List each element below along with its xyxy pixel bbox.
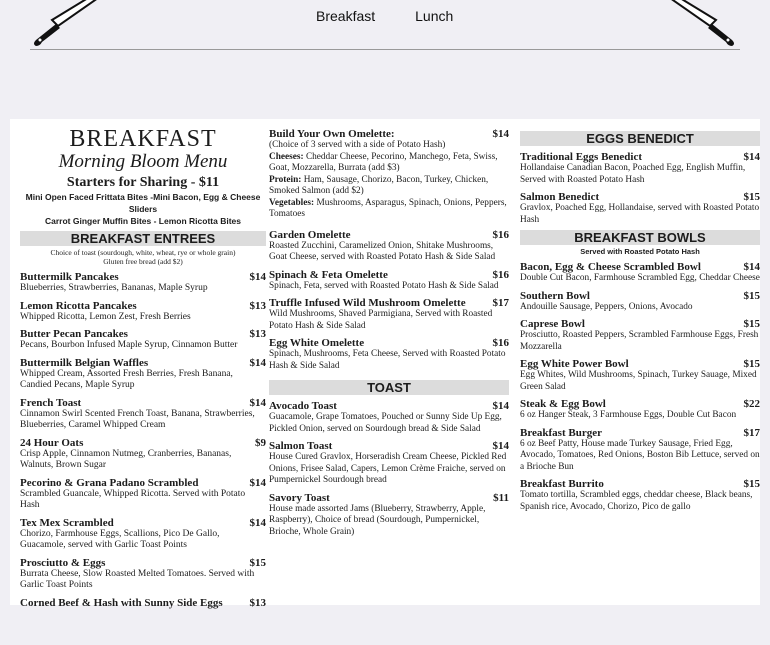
starters-line: Carrot Ginger Muffin Bites - Lemon Ricotta Bites xyxy=(45,216,241,226)
item-name: Southern Bowl xyxy=(520,289,590,302)
item-desc: Spinach, Mushrooms, Feta Cheese, Served with Roasted Potato Hash & Side Salad xyxy=(269,349,506,371)
item-price: $15 xyxy=(743,191,760,203)
menu-item xyxy=(269,440,509,487)
menu-item xyxy=(269,400,509,435)
item-desc: 6 oz Hanger Steak, 3 Farmhouse Eggs, Double Cut Bacon xyxy=(520,410,737,420)
menu-column-3 xyxy=(520,119,760,513)
item-name: Savory Toast xyxy=(269,491,330,504)
nav-lunch[interactable]: Lunch xyxy=(415,8,454,24)
menu-item xyxy=(520,398,760,422)
item-price: $14 xyxy=(249,356,266,369)
item-desc xyxy=(269,175,509,198)
item-name: Bacon, Egg & Cheese Scrambled Bowl xyxy=(520,261,701,273)
item-name: Pecorino & Grana Padano Scrambled xyxy=(20,476,199,489)
knife-icon xyxy=(28,0,108,48)
menu-column-1 xyxy=(20,119,266,609)
item-name: Spinach & Feta Omelette xyxy=(269,268,388,281)
item-name: Tex Mex Scrambled xyxy=(20,516,114,529)
menu-item xyxy=(269,269,509,293)
menu-item xyxy=(20,517,266,552)
item-price: $14 xyxy=(743,261,760,273)
item-price: $15 xyxy=(743,318,760,330)
item-price: $14 xyxy=(743,151,760,163)
item-name: Build Your Own Omelette: xyxy=(269,128,395,140)
option-values: Mushrooms, Asparagus, Spinach, Onions, Peppers, Tomatoes xyxy=(269,197,507,219)
item-price: $16 xyxy=(492,228,509,241)
item-desc: Guacamole, Grape Tomatoes, Pouched or Sunny Side Up Egg, Pickled Onion, served on Sourdough bread & Side Salad xyxy=(269,412,502,434)
item-price: $15 xyxy=(743,289,760,302)
item-price: $17 xyxy=(492,297,509,309)
menu-column-2 xyxy=(269,119,509,538)
item-price: $14 xyxy=(249,476,266,489)
item-name: Salmon Benedict xyxy=(520,191,600,203)
menu-item xyxy=(520,151,760,186)
item-name: Egg White Omelette xyxy=(269,337,365,349)
item-desc: Double Cut Bacon, Farmhouse Scrambled Egg, Cheddar Cheese xyxy=(520,273,760,283)
menu-item xyxy=(20,597,266,609)
item-desc: Blueberries, Strawberries, Bananas, Maple Syrup xyxy=(20,283,208,293)
item-desc: Tomato tortilla, Scrambled eggs, cheddar cheese, Black beans, Spanish rice, Avocado, Chorizo, Pico de gallo xyxy=(520,490,753,512)
menu-item xyxy=(520,358,760,393)
item-desc: Gravlox, Poached Egg, Hollandaise, served with Roasted Potato Hash xyxy=(520,203,760,225)
header-divider xyxy=(30,49,740,50)
item-price: $14 xyxy=(249,396,266,409)
menu-item xyxy=(269,128,509,221)
item-name: 24 Hour Oats xyxy=(20,436,84,449)
item-name: Garden Omelette xyxy=(269,228,351,241)
menu-item xyxy=(20,437,266,472)
item-price: $13 xyxy=(249,596,266,609)
menu-item xyxy=(520,261,760,285)
item-price: $14 xyxy=(249,516,266,529)
item-desc: Whipped Ricotta, Lemon Zest, Fresh Berries xyxy=(20,311,191,322)
item-price: $17 xyxy=(743,426,760,439)
item-price: $11 xyxy=(493,491,509,504)
item-price: $16 xyxy=(492,268,509,281)
menu-item xyxy=(520,478,760,513)
item-name: Buttermilk Pancakes xyxy=(20,271,119,283)
section-note: Choice of toast (sourdough, white, wheat, rye or whole grain) xyxy=(50,248,236,257)
option-values: Ham, Sausage, Chorizo, Bacon, Turkey, Chicken, Smoked Salmon (add $2) xyxy=(269,174,489,196)
menu-item xyxy=(20,271,266,295)
item-desc: Andouille Sausage, Peppers, Onions, Avocado xyxy=(520,301,693,312)
site-header xyxy=(0,0,770,62)
item-price: $13 xyxy=(249,328,266,340)
item-desc: Chorizo, Farmhouse Eggs, Scallions, Pico De Gallo, Guacamole, served with Garlic Toast Points xyxy=(20,528,220,550)
item-desc: (Choice of 3 served with a side of Potato Hash) xyxy=(269,140,446,150)
item-name: Corned Beef & Hash with Sunny Side Eggs xyxy=(20,596,223,609)
menu-item xyxy=(20,397,266,432)
menu-item xyxy=(520,427,760,474)
main-nav xyxy=(316,8,453,24)
menu-item xyxy=(20,557,266,592)
section-heading: TOAST xyxy=(269,380,509,395)
item-price: $15 xyxy=(743,358,760,370)
section-note: Served with Roasted Potato Hash xyxy=(580,247,700,256)
item-price: $14 xyxy=(492,400,509,412)
item-name: French Toast xyxy=(20,396,82,409)
item-name: Butter Pecan Pancakes xyxy=(20,328,128,340)
item-desc xyxy=(269,152,509,175)
item-desc xyxy=(269,198,509,221)
menu-item xyxy=(20,357,266,392)
knife-icon xyxy=(660,0,740,48)
menu-image xyxy=(10,119,760,609)
item-desc: Scrambled Guancale, Whipped Ricotta. Served with Potato Hash xyxy=(20,488,246,510)
menu-item xyxy=(20,477,266,512)
item-price: $16 xyxy=(492,337,509,349)
section-heading: EGGS BENEDICT xyxy=(520,131,760,146)
item-price: $14 xyxy=(492,128,509,140)
item-price: $15 xyxy=(743,478,760,490)
item-name: Breakfast Burger xyxy=(520,426,602,439)
menu-item xyxy=(269,492,509,539)
menu-item xyxy=(520,318,760,353)
option-values: Cheddar Cheese, Pecorino, Manchego, Feta, Swiss, Goat, Mozzarella, Burrata (add $3) xyxy=(269,151,498,173)
starters-line: Mini Open Faced Frittata Bites -Mini Bacon, Egg & Cheese Sliders xyxy=(25,192,261,214)
item-price: $13 xyxy=(249,299,266,312)
section-heading: BREAKFAST ENTREES xyxy=(20,231,266,246)
item-name: Egg White Power Bowl xyxy=(520,358,629,370)
option-label: Protein: xyxy=(269,174,302,185)
section-heading: BREAKFAST BOWLS xyxy=(520,230,760,245)
item-desc: Burrata Cheese, Slow Roasted Melted Tomatoes. Served with Garlic Toast Points xyxy=(20,568,255,590)
menu-item xyxy=(269,337,509,372)
starters-title: Starters for Sharing - $11 xyxy=(66,175,220,190)
item-desc: Egg Whites, Wild Mushrooms, Spinach, Turkey Sauage, Mixed Green Salad xyxy=(520,370,757,392)
item-desc: House made assorted Jams (Blueberry, Strawberry, Apple, Raspberry), Choice of bread (Sourdough, Pumpernickel, Brioche, Whole Grain) xyxy=(269,503,486,537)
item-name: Lemon Ricotta Pancakes xyxy=(20,299,137,312)
menu-item xyxy=(520,191,760,226)
item-desc: Crisp Apple, Cinnamon Nutmeg, Cranberries, Bananas, Walnuts, Brown Sugar xyxy=(20,448,232,470)
nav-breakfast[interactable]: Breakfast xyxy=(316,8,376,24)
item-name: Traditional Eggs Benedict xyxy=(520,151,643,163)
menu-item xyxy=(520,290,760,314)
item-desc: Whipped Cream, Assorted Fresh Berries, Fresh Banana, Candied Pecans, Maple Syrup xyxy=(20,368,233,390)
item-name: Prosciutto & Eggs xyxy=(20,556,106,569)
section-note: Gluten free bread (add $2) xyxy=(103,257,183,266)
item-desc: Pecans, Bourbon Infused Maple Syrup, Cinnamon Butter xyxy=(20,340,238,350)
menu-item xyxy=(20,300,266,324)
menu-item xyxy=(269,297,509,332)
menu-title: BREAKFAST xyxy=(69,126,217,152)
item-desc: House Cured Gravlox, Horseradish Cream Cheese, Pickled Red Onions, Frisee Salad, Capers, Lemon Crème Fraiche, served on Pumpernickel Sourdough bread xyxy=(269,452,507,485)
item-desc: Spinach, Feta, served with Roasted Potato Hash & Side Salad xyxy=(269,280,499,291)
item-name: Salmon Toast xyxy=(269,440,333,452)
item-desc: Wild Mushrooms, Shaved Parmigiana, Served with Roasted Potato Hash & Side Salad xyxy=(269,309,493,331)
item-name: Breakfast Burrito xyxy=(520,478,604,490)
item-name: Avocado Toast xyxy=(269,400,337,412)
item-desc: 6 oz Beef Patty, House made Turkey Sausage, Fried Egg, Avocado, Tomatoes, Red Onions, Boston Bib Lettuce, served on a Brioche Bun xyxy=(520,438,760,472)
item-desc: Prosciutto, Roasted Peppers, Scrambled Farmhouse Eggs, Fresh Mozzarella xyxy=(520,330,759,352)
menu-item xyxy=(20,328,266,352)
item-price: $15 xyxy=(249,556,266,569)
menu-subtitle: Morning Bloom Menu xyxy=(58,151,228,172)
item-price: $9 xyxy=(255,436,266,449)
item-desc: Roasted Zucchini, Caramelized Onion, Shitake Mushrooms, Goat Cheese, served with Roasted Potato Hash & Side Salad xyxy=(269,240,496,262)
item-desc: Hollandaise Canadian Bacon, Poached Egg, English Muffin, Served with Roasted Potato Hash xyxy=(520,163,746,185)
item-price: $14 xyxy=(249,271,266,283)
item-price: $22 xyxy=(743,398,760,410)
item-name: Truffle Infused Wild Mushroom Omelette xyxy=(269,297,466,309)
item-name: Steak & Egg Bowl xyxy=(520,398,606,410)
option-label: Cheeses: xyxy=(269,151,304,162)
item-name: Caprese Bowl xyxy=(520,318,585,330)
item-price: $14 xyxy=(492,440,509,452)
menu-item xyxy=(269,229,509,264)
option-label: Vegetables: xyxy=(269,197,315,208)
item-name: Buttermilk Belgian Waffles xyxy=(20,356,149,369)
item-desc: Cinnamon Swirl Scented French Toast, Banana, Strawberries, Blueberries, Caramel Whipped Cream xyxy=(20,408,255,430)
